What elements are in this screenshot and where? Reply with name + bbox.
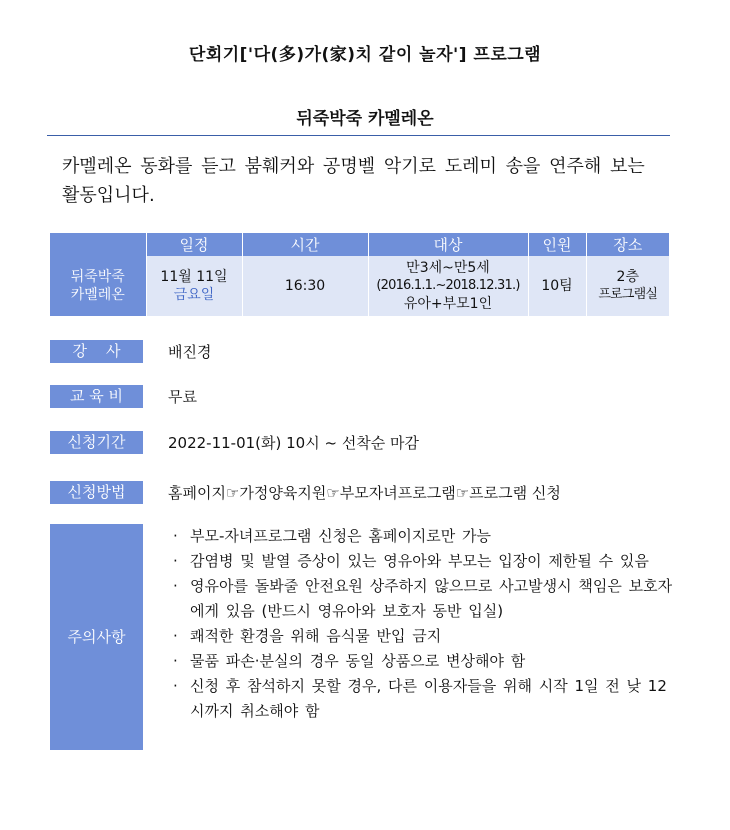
target-cell [368, 256, 528, 316]
notes-list [173, 524, 673, 724]
schedule-table [50, 233, 669, 316]
program-name-line1: 뒤죽박죽 [70, 269, 125, 285]
program-name-line2: 카멜레온 [70, 287, 125, 303]
bullet-dot: · [173, 677, 178, 695]
method-value: 홈페이지☞가정양육지원☞부모자녀프로그램☞프로그램 신청 [168, 484, 561, 502]
instructor-value: 배진경 [168, 343, 212, 361]
title-divider [47, 135, 670, 136]
bullet-dot: · [173, 577, 178, 595]
note-item [173, 524, 673, 549]
place-line2: 프로그램실 [598, 287, 658, 302]
bullet-dot: · [173, 552, 178, 570]
target-line1: 만3세~만5세 [406, 260, 490, 276]
header-time: 시간 [242, 233, 368, 256]
target-line2: (2016.1.1.~2018.12.31.) [376, 278, 520, 293]
note-text: 감염병 및 발열 증상이 있는 영유아와 부모는 입장이 제한될 수 있음 [190, 552, 649, 570]
notes-label: 주의사항 [50, 524, 143, 750]
period-label: 신청기간 [50, 431, 143, 454]
target-line3: 유아+부모1인 [403, 296, 493, 312]
note-text: 신청 후 참석하지 못할 경우, 다른 이용자들을 위해 시작 1일 전 낮 12시까지 취소해야 함 [190, 677, 667, 720]
intro-paragraph: 카멜레온 동화를 듣고 붐훼커와 공명벨 악기로 도레미 송을 연주해 보는 활동입니다. [62, 156, 645, 206]
time-cell: 16:30 [242, 256, 368, 316]
header-count: 인원 [528, 233, 586, 256]
header-date: 일정 [146, 233, 242, 256]
header-target: 대상 [368, 233, 528, 256]
method-label: 신청방법 [50, 481, 143, 504]
note-item [173, 674, 673, 724]
date-line2: 금요일 [173, 287, 215, 303]
note-text: 부모-자녀프로그램 신청은 홈페이지로만 가능 [190, 527, 492, 545]
count-cell: 10팀 [528, 256, 586, 316]
note-item [173, 574, 673, 624]
date-line1: 11월 11일 [160, 269, 228, 285]
fee-label: 교 육 비 [50, 385, 143, 408]
note-text: 물품 파손·분실의 경우 동일 상품으로 변상해야 함 [190, 652, 526, 670]
period-value: 2022-11-01(화) 10시 ~ 선착순 마감 [168, 434, 420, 452]
header-blank [50, 233, 146, 256]
program-subtitle: 뒤죽박죽 카멜레온 [296, 109, 434, 129]
schedule-header-row [50, 233, 669, 256]
fee-value: 무료 [168, 388, 197, 406]
bullet-dot: · [173, 627, 178, 645]
note-item [173, 649, 673, 674]
header-place: 장소 [586, 233, 669, 256]
note-text: 영유아를 돌봐줄 안전요원 상주하지 않으므로 사고발생시 책임은 보호자에게 있음 (반드시 영유아와 보호자 동반 입실) [190, 577, 673, 620]
date-cell [146, 256, 242, 316]
bullet-dot: · [173, 527, 178, 545]
note-item [173, 549, 673, 574]
note-text: 쾌적한 환경을 위해 음식물 반입 금지 [190, 627, 442, 645]
place-line1: 2층 [616, 269, 639, 285]
bullet-dot: · [173, 652, 178, 670]
schedule-row [50, 256, 669, 316]
program-name-cell [50, 256, 146, 316]
place-cell [586, 256, 669, 316]
instructor-label: 강 사 [50, 340, 143, 363]
page-title: 단회기['다(多)가(家)치 같이 놀자'] 프로그램 [188, 45, 542, 65]
note-item [173, 624, 673, 649]
